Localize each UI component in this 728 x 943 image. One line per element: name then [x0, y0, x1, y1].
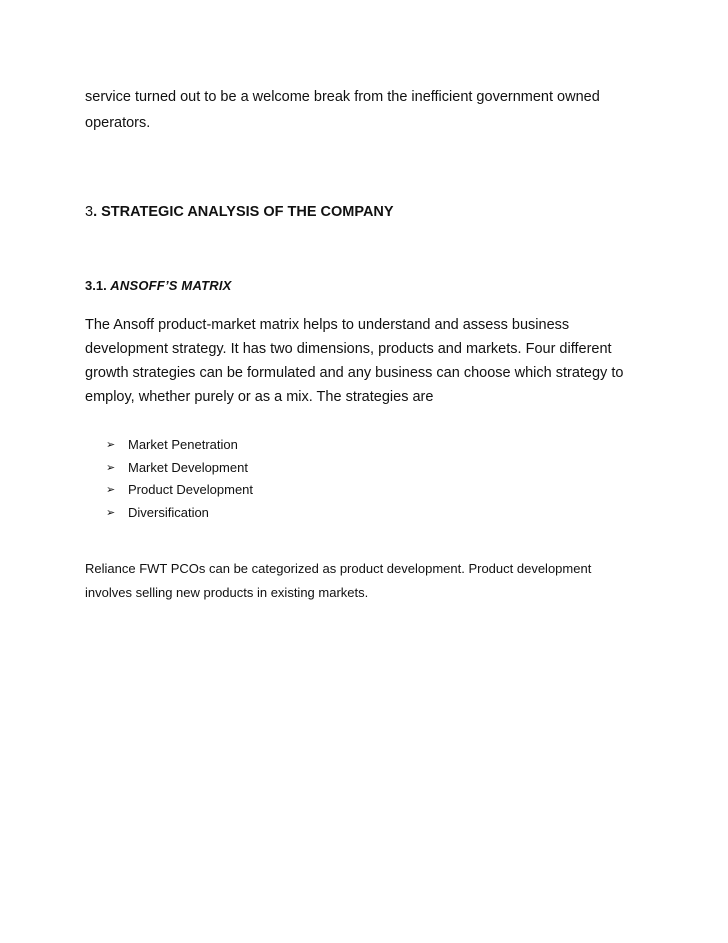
- paragraph-line: Reliance FWT PCOs can be categorized as product development. Product development: [85, 561, 592, 576]
- list-item: [106, 479, 253, 502]
- strategy-list: [106, 434, 253, 524]
- list-item: [106, 502, 253, 525]
- paragraph-line: operators.: [85, 115, 151, 131]
- paragraph-line: service turned out to be a welcome break from the inefficient government owned: [85, 89, 600, 105]
- list-item: [106, 434, 253, 457]
- list-item-label: Diversification: [128, 504, 209, 520]
- list-item: [106, 457, 253, 480]
- section-heading: [85, 202, 394, 222]
- arrowhead-bullet-icon: ➢: [106, 461, 116, 474]
- paragraph-ansoff-description: [85, 313, 655, 409]
- list-item-label: Market Penetration: [128, 437, 238, 453]
- paragraph-reliance-categorization: [85, 557, 665, 605]
- paragraph-line: growth strategies can be formulated and any business can choose which strategy to: [85, 365, 624, 381]
- list-item-label: Market Development: [128, 459, 248, 475]
- subsection-number: 3.1.: [85, 278, 111, 293]
- arrowhead-bullet-icon: ➢: [106, 506, 116, 519]
- section-number: 3: [85, 204, 94, 220]
- paragraph-line: development strategy. It has two dimensions, products and markets. Four different: [85, 341, 612, 357]
- subsection-title: ANSOFF’S MATRIX: [110, 278, 232, 293]
- paragraph-line: employ, whether purely or as a mix. The strategies are: [85, 389, 434, 405]
- paragraph-intro-continuation: [85, 84, 645, 136]
- paragraph-line: The Ansoff product-market matrix helps to understand and assess business: [85, 317, 570, 333]
- section-title: . STRATEGIC ANALYSIS OF THE COMPANY: [93, 204, 394, 220]
- subsection-heading: [85, 276, 232, 296]
- paragraph-line: involves selling new products in existing markets.: [85, 585, 369, 600]
- list-item-label: Product Development: [128, 482, 254, 498]
- arrowhead-bullet-icon: ➢: [106, 484, 116, 497]
- arrowhead-bullet-icon: ➢: [106, 439, 116, 452]
